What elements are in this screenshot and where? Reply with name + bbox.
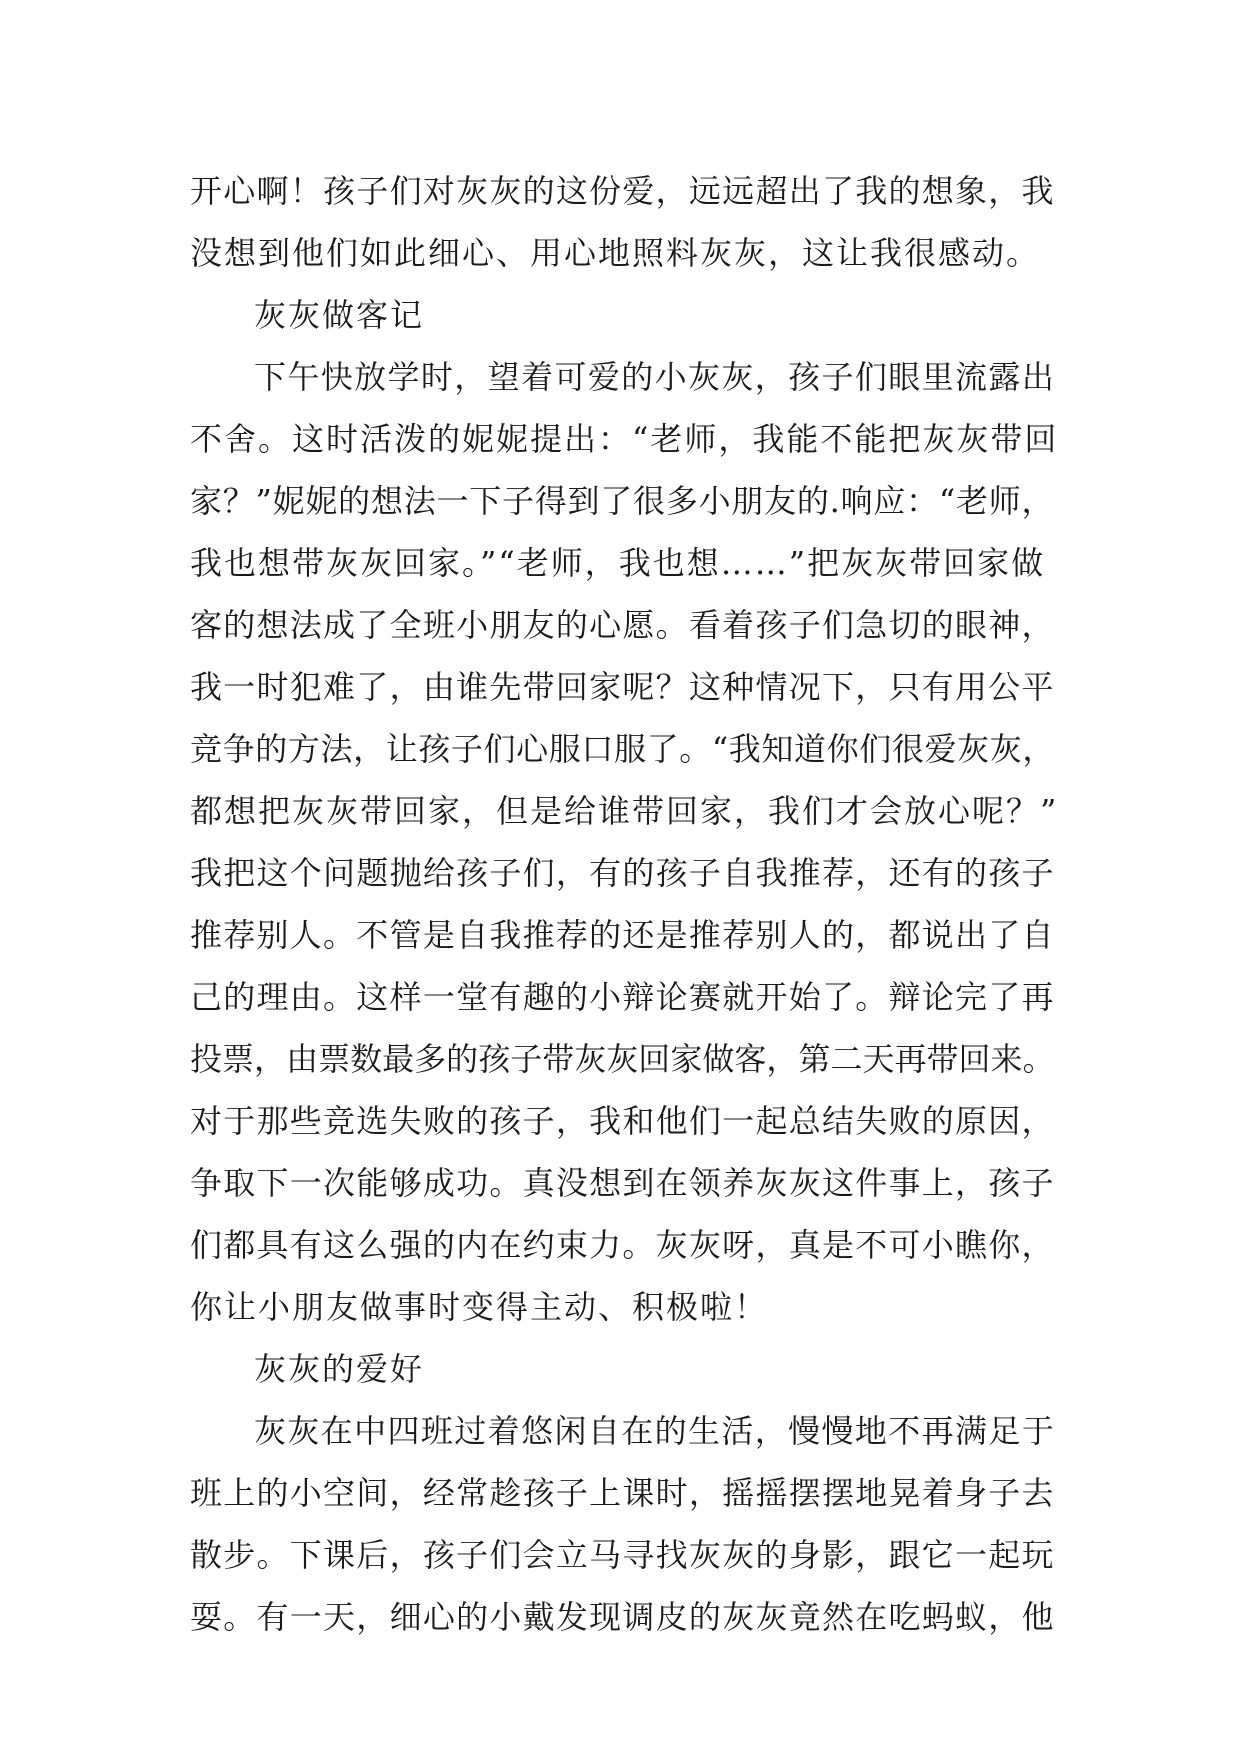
text-line: 散步。下课后，孩子们会立马寻找灰灰的身影，跟它一起玩	[190, 1536, 1055, 1574]
text-line: 争取下一次能够成功。真没想到在领养灰灰这件事上，孩子	[190, 1164, 1055, 1202]
text-line: 不舍。这时活泼的妮妮提出：“老师，我能不能把灰灰带回	[190, 420, 1059, 458]
text-line: 开心啊！孩子们对灰灰的这份爱，远远超出了我的想象，我	[190, 172, 1055, 210]
document-body	[190, 160, 1060, 1648]
text-line: 我也想带灰灰回家。”“老师，我也想……”把灰灰带回家做	[190, 544, 1046, 582]
text-line: 你让小朋友做事时变得主动、积极啦！	[190, 1288, 769, 1326]
text-line: 对于那些竞选失败的孩子，我和他们一起总结失败的原因，	[190, 1102, 1055, 1140]
text-line: 下午快放学时，望着可爱的小灰灰，孩子们眼里流露出	[254, 358, 1056, 396]
section-heading: 灰灰做客记	[254, 296, 425, 334]
text-line: 我一时犯难了，由谁先带回家呢？这种情况下，只有用公平	[190, 668, 1055, 706]
text-line: 我把这个问题抛给孩子们，有的孩子自我推荐，还有的孩子	[190, 854, 1055, 892]
text-line: 都想把灰灰带回家，但是给谁带回家，我们才会放心呢？”	[190, 792, 1059, 830]
text-line: 们都具有这么强的内在约束力。灰灰呀，真是不可小瞧你，	[190, 1226, 1055, 1264]
text-line: 耍。有一天，细心的小戴发现调皮的灰灰竟然在吃蚂蚁，他	[190, 1598, 1055, 1636]
text-line: 己的理由。这样一堂有趣的小辩论赛就开始了。辩论完了再	[190, 978, 1055, 1016]
text-line: 投票，由票数最多的孩子带灰灰回家做客，第二天再带回来。	[190, 1040, 1055, 1078]
text-line: 班上的小空间，经常趁孩子上课时，摇摇摆摆地晃着身子去	[190, 1474, 1055, 1512]
text-line: 没想到他们如此细心、用心地照料灰灰，这让我很感动。	[190, 234, 1041, 272]
text-line: 灰灰在中四班过着悠闲自在的生活，慢慢地不再满足于	[254, 1412, 1056, 1450]
text-line: 推荐别人。不管是自我推荐的还是推荐别人的，都说出了自	[190, 916, 1055, 954]
text-line: 竞争的方法，让孩子们心服口服了。“我知道你们很爱灰灰，	[190, 730, 1055, 768]
section-heading: 灰灰的爱好	[254, 1350, 425, 1388]
text-line: 家？”妮妮的想法一下子得到了很多小朋友的.响应：“老师，	[190, 482, 1055, 520]
text-line: 客的想法成了全班小朋友的心愿。看着孩子们急切的眼神，	[190, 606, 1055, 644]
